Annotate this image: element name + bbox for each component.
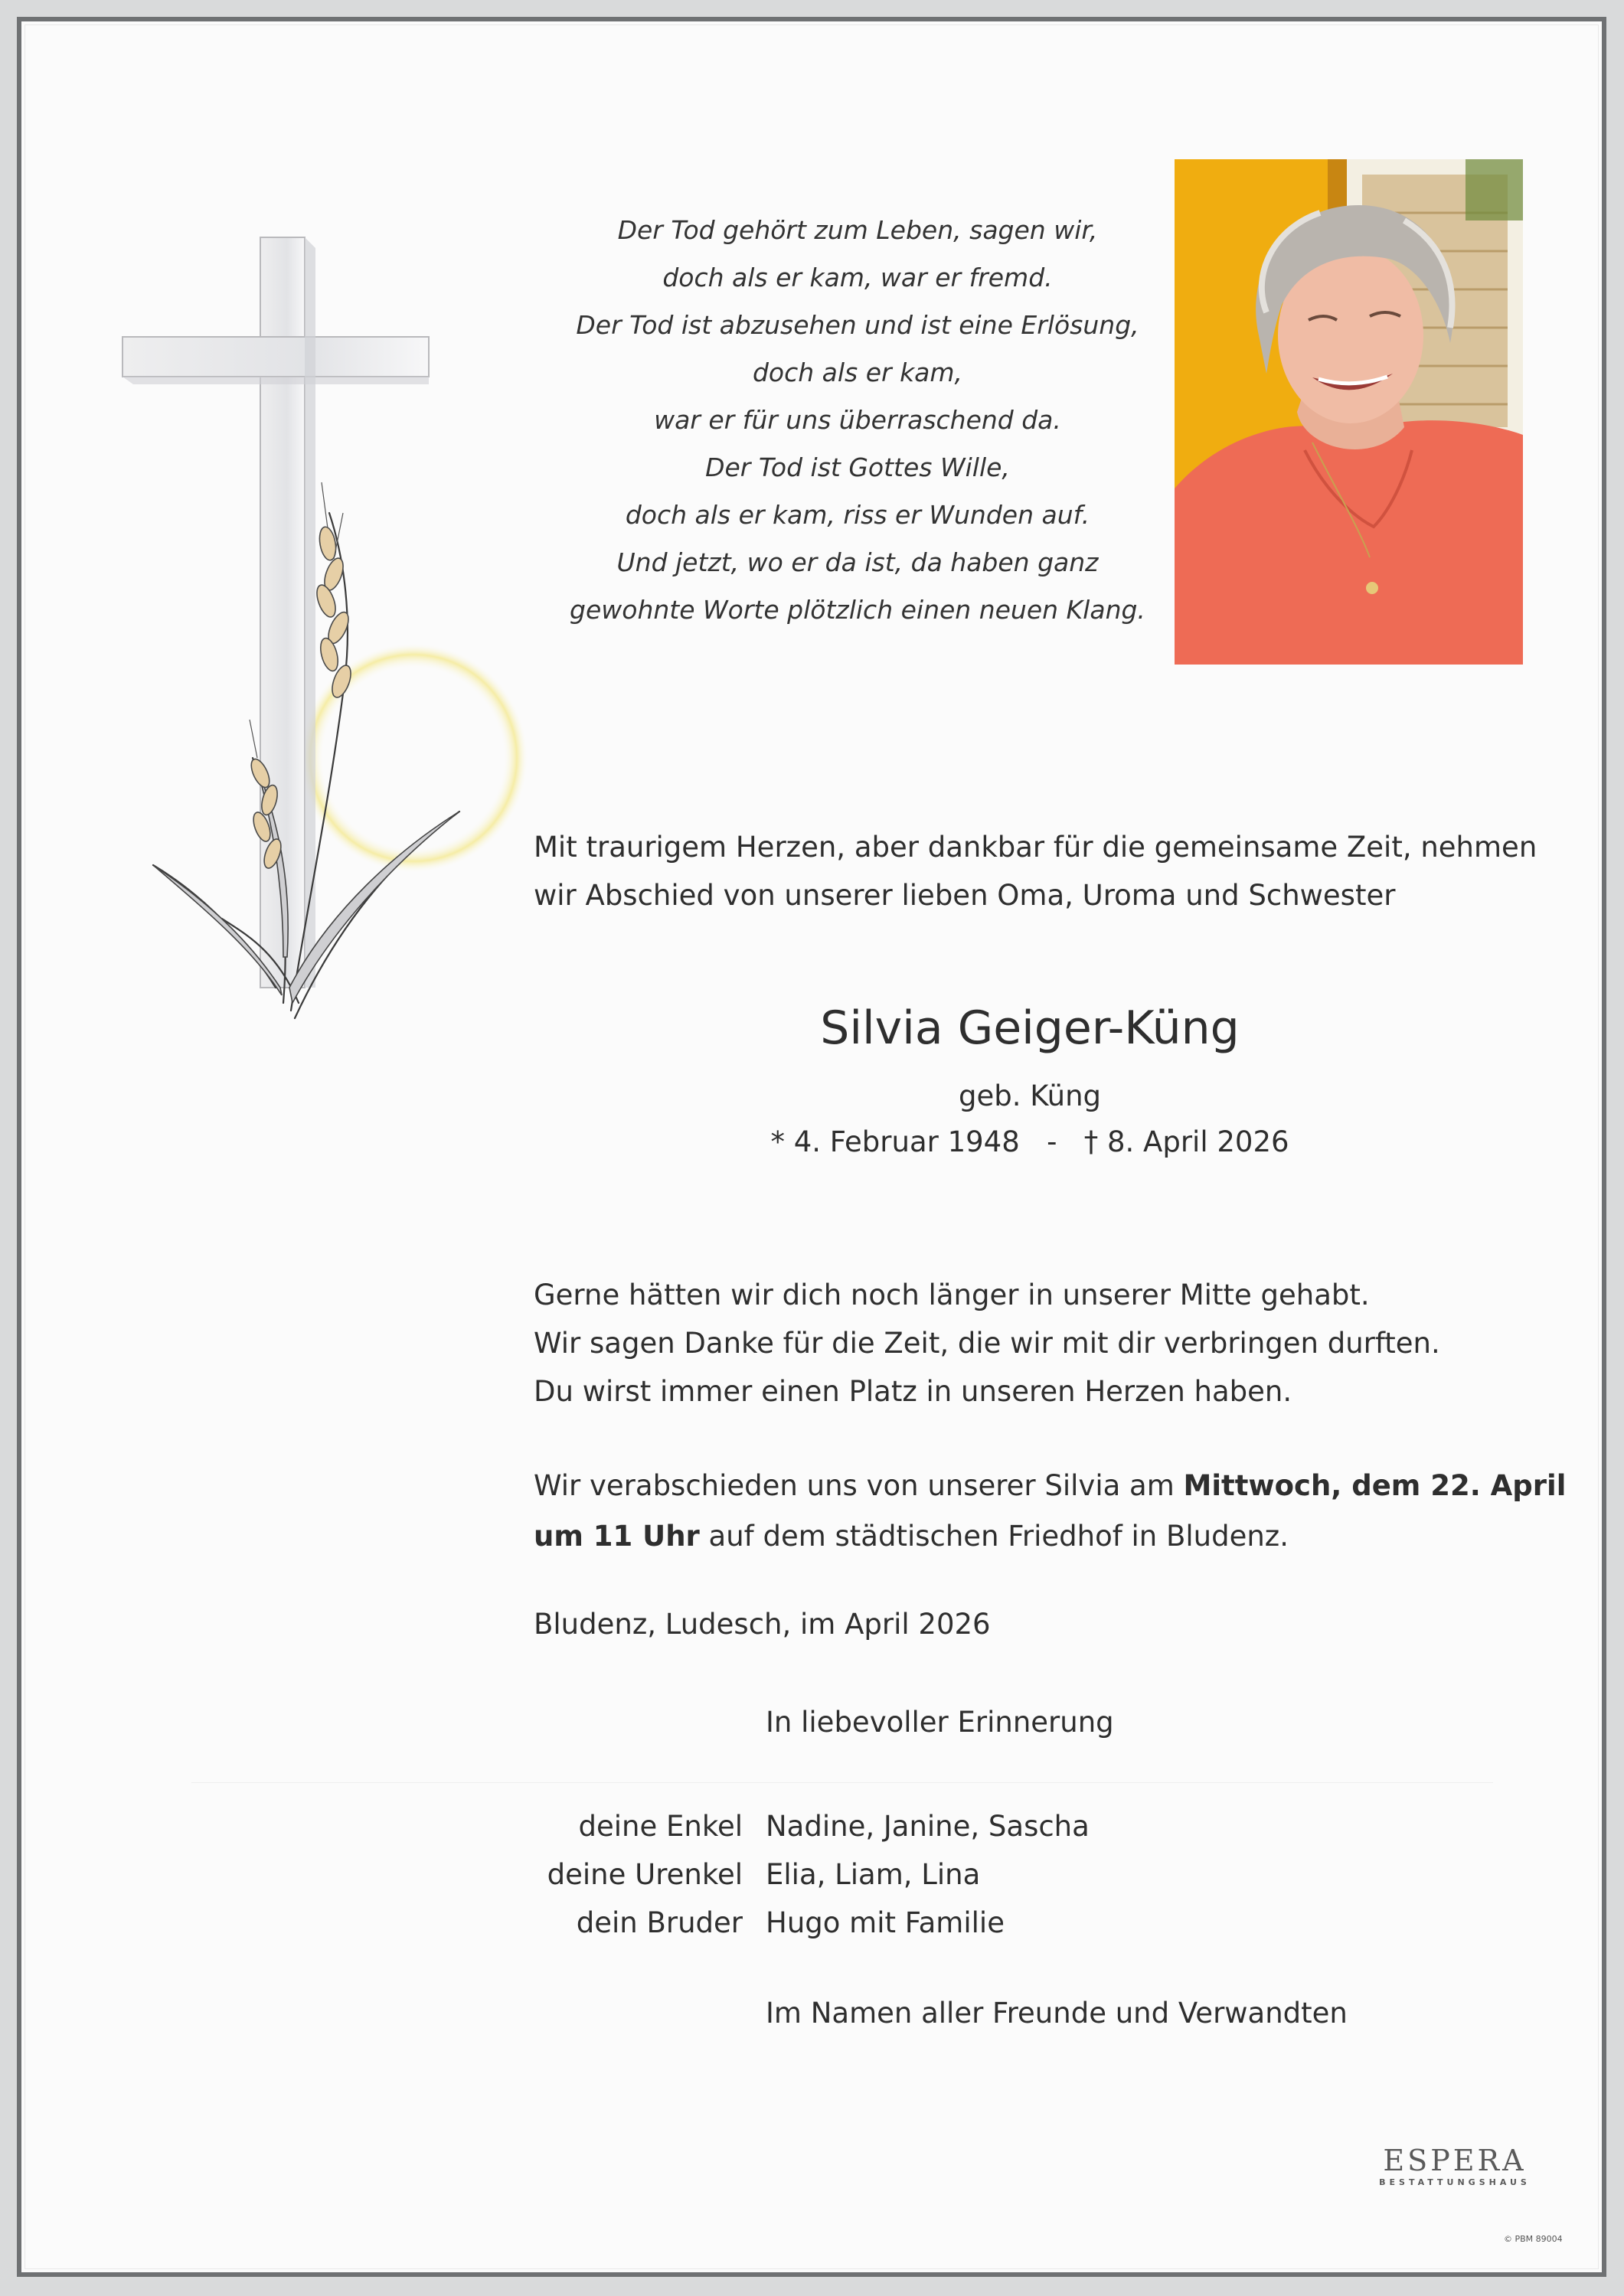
date-separator: - [1047,1125,1057,1158]
poem-line: doch als er kam, [752,358,963,387]
thanks-line: Du wirst immer einen Platz in unseren Herzen haben. [534,1375,1292,1408]
poem-line: gewohnte Worte plötzlich einen neuen Klang. [570,595,1145,625]
poem [490,207,1225,634]
birth-date: * 4. Februar 1948 [770,1125,1020,1158]
mourner-row [429,1802,1090,1850]
farewell-text: Wir verabschieden uns von unserer Silvia am [534,1469,1184,1502]
thanks-line: Gerne hätten wir dich noch länger in unserer Mitte gehabt. [534,1279,1370,1311]
intro-line: wir Abschied von unserer lieben Oma, Uroma und Schwester [534,879,1396,912]
mourner-names: Elia, Liam, Lina [766,1858,981,1891]
mourner-row [429,1899,1090,1947]
memory-line: In liebevoller Erinnerung [766,1706,1114,1739]
closing-line: Im Namen aller Freunde und Verwandten [766,1997,1348,2030]
poem-line: Und jetzt, wo er da ist, da haben ganz [616,547,1099,577]
logo-subtitle: BESTATTUNGSHAUS [1379,2177,1531,2187]
deceased-name: Silvia Geiger-Küng [820,1001,1240,1055]
portrait-photo [1175,159,1523,665]
funeral-time: um 11 Uhr [534,1520,700,1553]
footer-code: © PBM 89004 [1504,2234,1563,2244]
maiden-name: geb. Küng [958,1079,1102,1112]
poem-line: Der Tod ist abzusehen und ist eine Erlösung, [576,310,1139,340]
mourners-list [429,1802,1090,1947]
mourner-names: Nadine, Janine, Sascha [766,1810,1090,1843]
divider [191,1782,1493,1783]
intro-text [534,823,1537,919]
logo-name: ESPERA [1383,2144,1527,2177]
intro-line: Mit traurigem Herzen, aber dankbar für die gemeinsame Zeit, nehmen [534,831,1537,864]
life-dates [534,1125,1526,1158]
thanks-text [534,1271,1440,1416]
mourner-names: Hugo mit Familie [766,1906,1005,1939]
poem-line: Der Tod ist Gottes Wille, [705,452,1010,482]
funeral-date: Mittwoch, dem 22. April [1183,1469,1567,1502]
place-date: Bludenz, Ludesch, im April 2026 [534,1608,991,1641]
poem-line: doch als er kam, riss er Wunden auf. [625,500,1090,530]
funeral-info [534,1461,1566,1562]
thanks-line: Wir sagen Danke für die Zeit, die wir mit dir verbringen durften. [534,1327,1440,1360]
mourner-row [429,1850,1090,1899]
cross-wheat-illustration [100,222,528,1034]
mourner-role: dein Bruder [576,1906,743,1939]
death-date: † 8. April 2026 [1083,1125,1289,1158]
mourner-role: deine Urenkel [547,1858,743,1891]
poem-line: war er für uns überraschend da. [654,405,1061,435]
poem-line: Der Tod gehört zum Leben, sagen wir, [617,215,1098,245]
funeral-home-logo [1363,2144,1547,2187]
funeral-location: auf dem städtischen Friedhof in Bludenz. [699,1520,1289,1553]
poem-line: doch als er kam, war er fremd. [662,263,1053,292]
mourner-role: deine Enkel [578,1810,743,1843]
